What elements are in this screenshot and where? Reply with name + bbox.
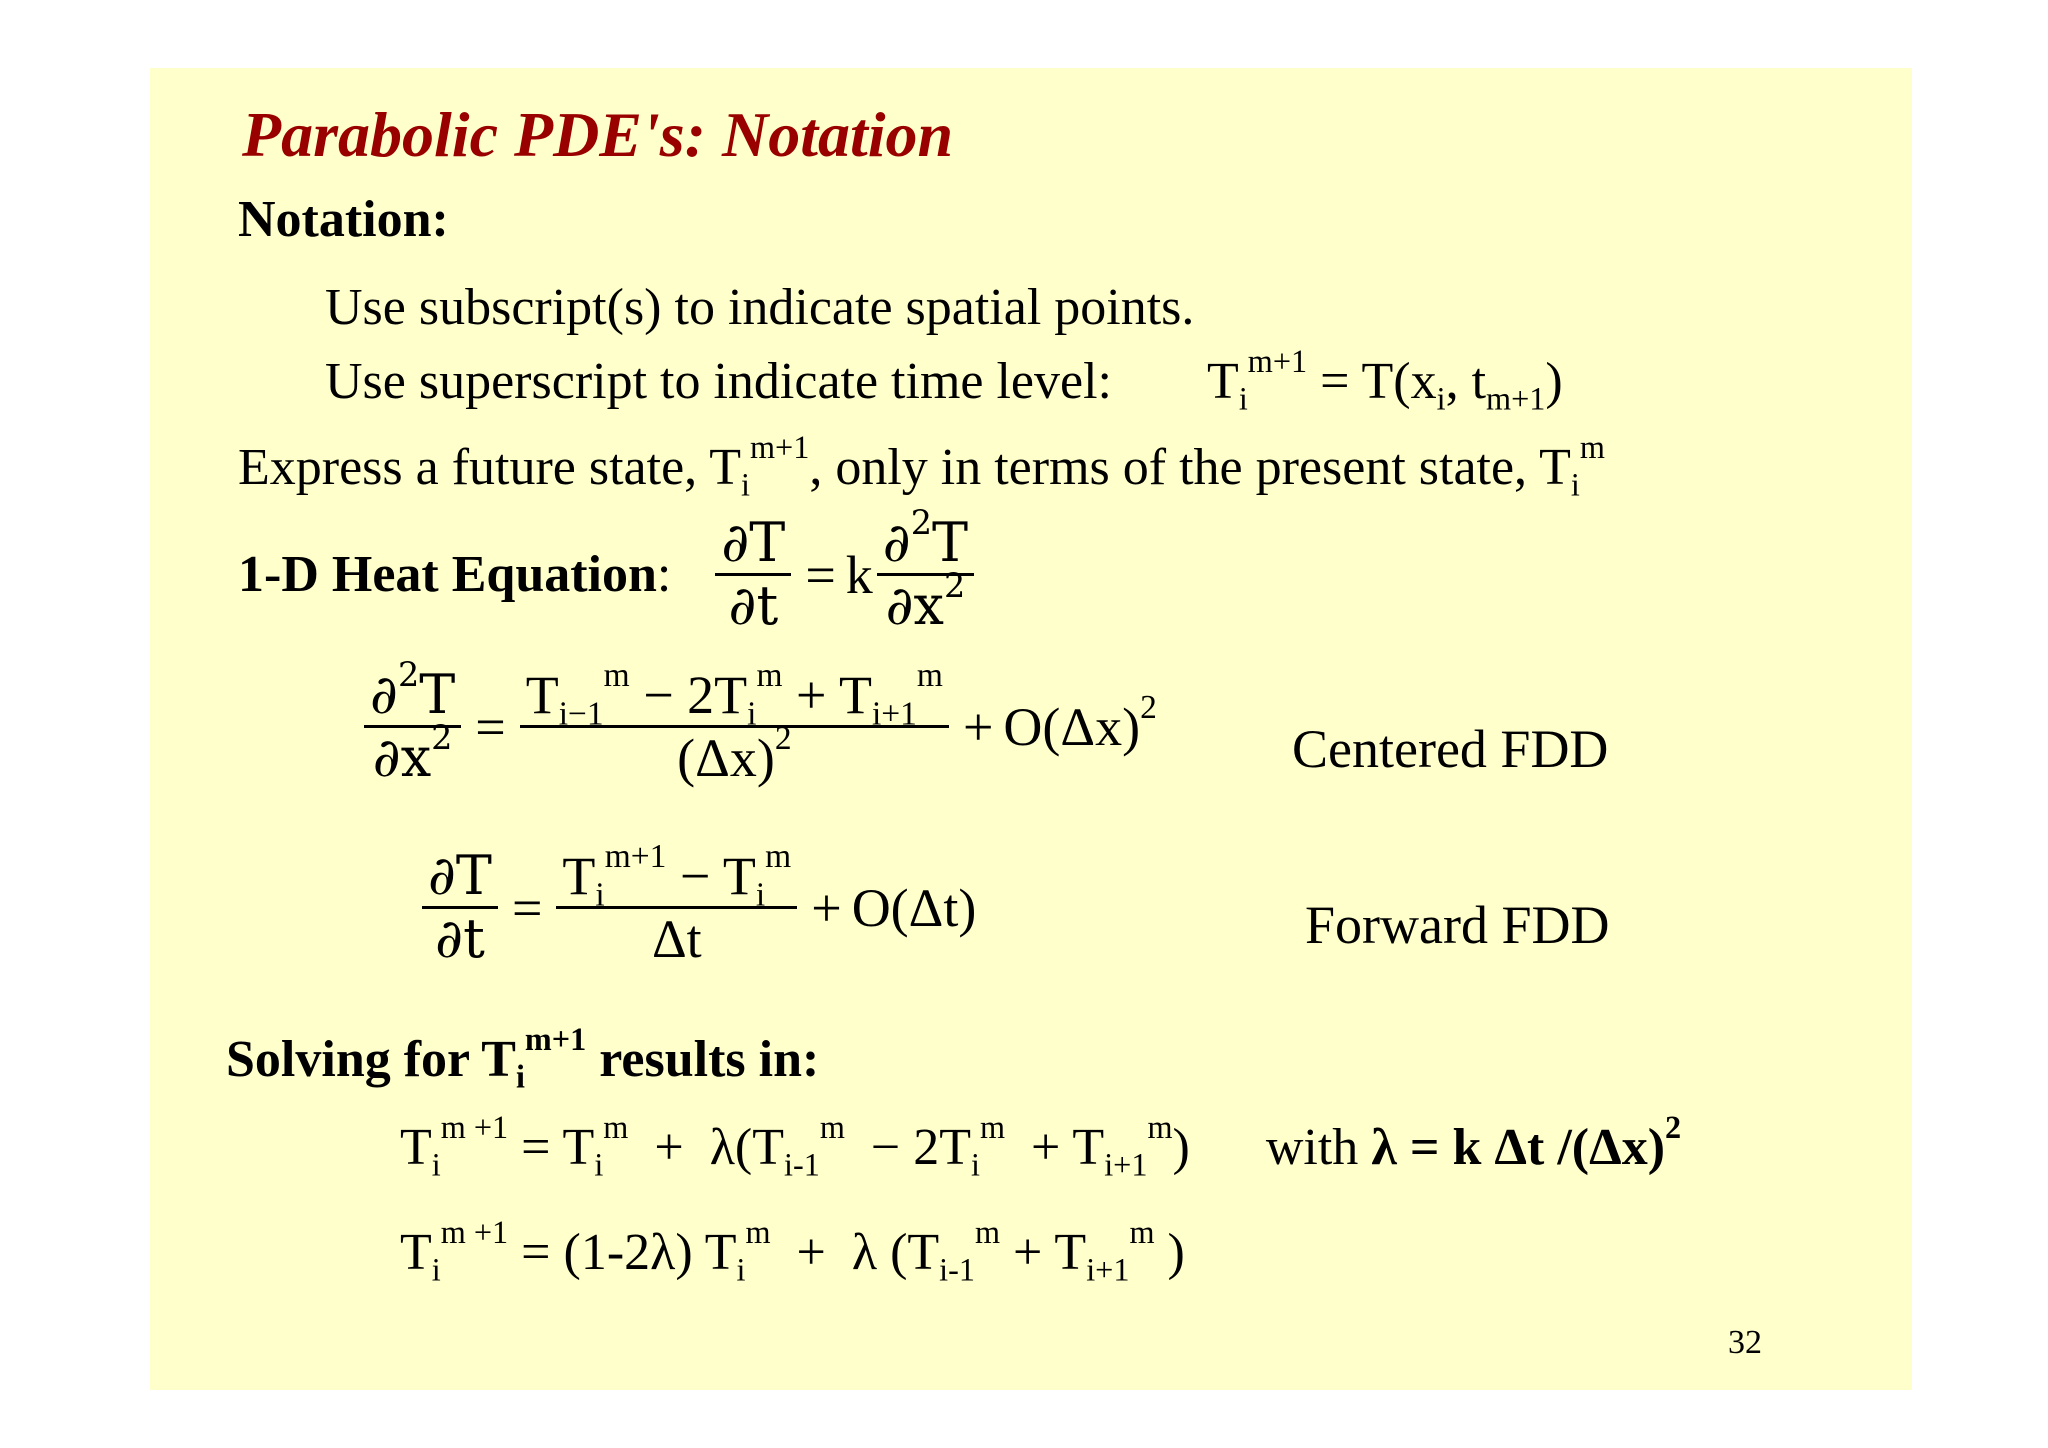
lambda-definition: λ = k Δt /(Δx) — [1371, 1119, 1666, 1176]
forward-fdd-label: Forward FDD — [1305, 895, 1610, 955]
heat-equation: $\frac{\partial T}{\partial t}$ = k $\frac{\partial^2T}{\partial x^2}$ — [711, 513, 978, 637]
forward-fdd-equation: $\frac{\partial T}{\partial t}$ = $\frac{T_i^{m+1} - T_i^m}{\Delta t}$ + O(Δt) — [418, 846, 976, 970]
solving-heading: Solving for $T_i^{m+1}$ results in: — [226, 1021, 820, 1095]
express-line: Express a future state, $T_i^{m+1}$, only in terms of the present state, $T_i^m$ — [238, 429, 1605, 503]
superscript-line — [325, 343, 1563, 417]
centered-fdd-equation: $\frac{\partial^2T}{\partial x^2}$ = $\frac{T_{i-1}^m - 2T_i^m + T_{i+1}^m}{(\Delta x)^2}$ + $O(\Delta x)^2$ — [360, 665, 1157, 789]
heat-equation-label: 1-D Heat Equation: — [238, 546, 672, 604]
page-number: 32 — [1728, 1324, 1762, 1361]
superscript-line-text: Use superscript to indicate time level: — [325, 353, 1112, 410]
slide-title: Parabolic PDE's: Notation — [242, 99, 954, 170]
subscript-line: Use subscript(s) to indicate spatial points. — [325, 279, 1195, 336]
solution-equation-2: $T_i^{m +1} = (1-2\lambda) T_i^m + \lambda$ ($T_{i-1}^m + T_{i+1}^m$ ) — [400, 1214, 1185, 1288]
centered-fdd-label: Centered FDD — [1292, 719, 1609, 779]
express-mid: , only in terms of the present state, T — [809, 439, 1571, 496]
slide — [150, 68, 1912, 1390]
with-text: with — [1265, 1119, 1372, 1176]
solution-equation-1: $T_i^{m +1} = T_i^m + \lambda(T_{i-1}^m - 2T_i^m + T_{i+1}^m)$ with λ = k Δt $/(\Delta x)^2$ — [400, 1109, 1682, 1183]
heat-equation-row — [238, 503, 978, 638]
express-text: Express a future state, T — [238, 439, 741, 496]
notation-heading: Notation: — [238, 191, 449, 248]
time-level-equation: $T_i^{m+1} = T(x_i$, $t_{m+1}$) — [1207, 343, 1563, 417]
